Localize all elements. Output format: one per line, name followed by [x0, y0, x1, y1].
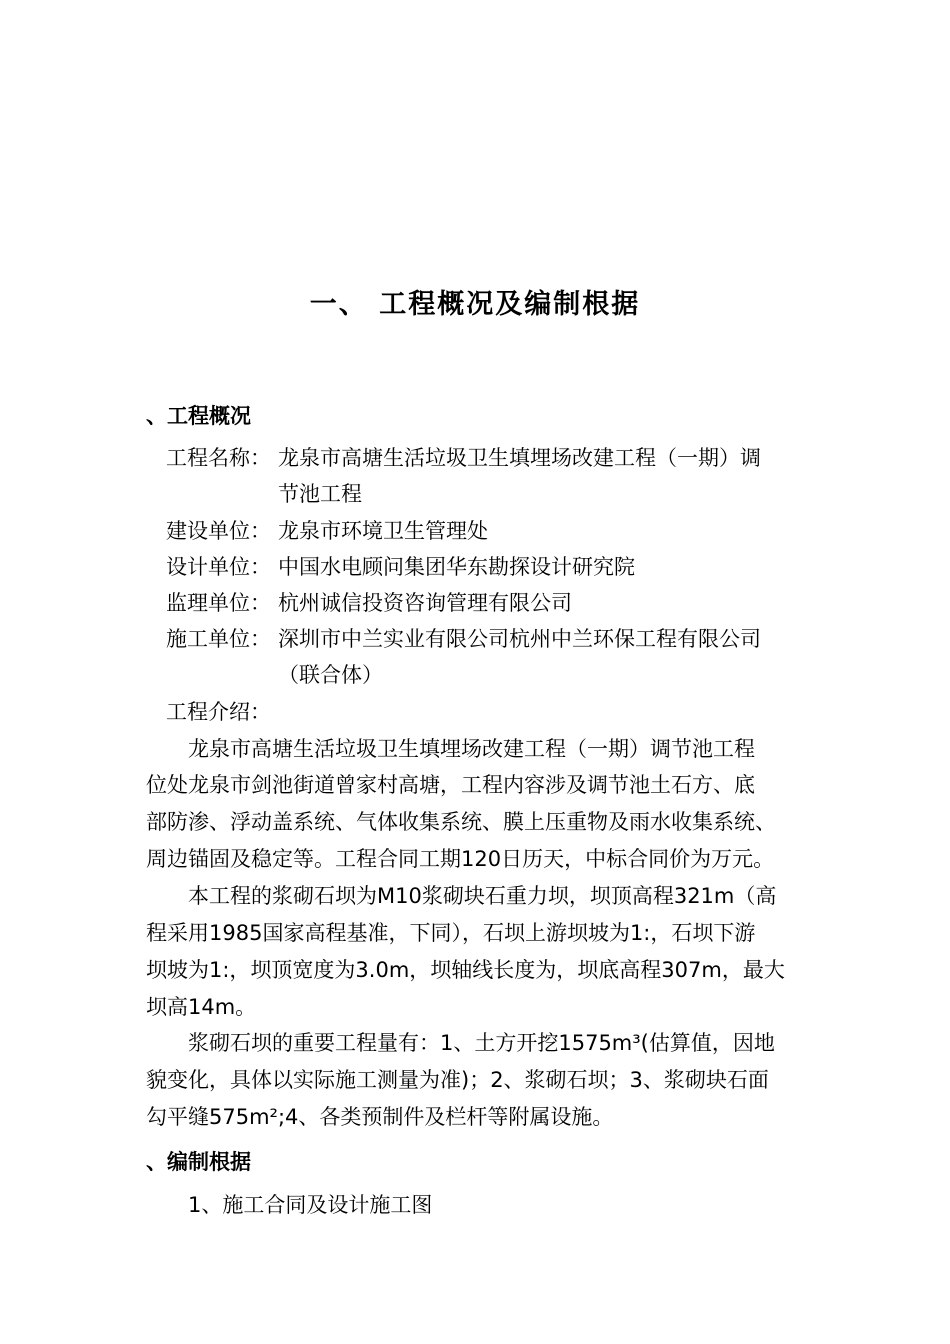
paragraph-line: 龙泉市高塘生活垃圾卫生填埋场改建工程（一期）调节池工程 [146, 737, 755, 761]
paragraph-line: 程采用1985国家高程基准，下同），石坝上游坝坡为1:，石坝下游 [146, 921, 756, 945]
paragraph-line: 貌变化，具体以实际施工测量为准)；2、浆砌石坝；3、浆砌块石面 [146, 1068, 769, 1092]
paragraph-line: 部防渗、浮动盖系统、气体收集系统、膜上压重物及雨水收集系统、 [146, 810, 776, 834]
section-heading-basis: 、编制根据 [146, 1150, 251, 1174]
info-value-project-name-cont: 节池工程 [278, 482, 362, 506]
paragraph-line: 坝坡为1:，坝顶宽度为3.0m，坝轴线长度为，坝底高程307m，最大 [146, 958, 785, 982]
info-label-project-name: 工程名称： [166, 446, 271, 470]
info-value-designer: 中国水电顾问集团华东勘探设计研究院 [278, 555, 635, 579]
intro-label: 工程介绍： [166, 700, 271, 724]
paragraph-line: 位处龙泉市剑池街道曾家村高塘，工程内容涉及调节池土石方、底 [146, 773, 755, 797]
paragraph-line: 坝高14m。 [146, 995, 257, 1019]
info-value-supervisor: 杭州诚信投资咨询管理有限公司 [278, 591, 572, 615]
info-value-contractor-cont: （联合体） [278, 663, 383, 687]
info-label-designer: 设计单位： [166, 555, 271, 579]
paragraph-line: 浆砌石坝的重要工程量有：1、土方开挖1575m³(估算值，因地 [146, 1031, 775, 1055]
section-heading-overview: 、工程概况 [146, 404, 251, 428]
info-label-contractor: 施工单位： [166, 627, 271, 651]
info-value-contractor: 深圳市中兰实业有限公司杭州中兰环保工程有限公司 [278, 627, 761, 651]
paragraph-line: 周边锚固及稳定等。工程合同工期120日历天，中标合同价为万元。 [146, 847, 775, 871]
paragraph-line: 勾平缝575m²;4、各类预制件及栏杆等附属设施。 [146, 1105, 614, 1129]
info-value-owner: 龙泉市环境卫生管理处 [278, 519, 488, 543]
page-title: 一、 工程概况及编制根据 [309, 289, 641, 320]
info-label-owner: 建设单位： [166, 519, 271, 543]
basis-list-item: 1、施工合同及设计施工图 [188, 1193, 433, 1217]
paragraph-line: 本工程的浆砌石坝为M10浆砌块石重力坝，坝顶高程321m（高 [146, 884, 777, 908]
info-label-supervisor: 监理单位： [166, 591, 271, 615]
info-value-project-name: 龙泉市高塘生活垃圾卫生填埋场改建工程（一期）调 [278, 446, 761, 470]
